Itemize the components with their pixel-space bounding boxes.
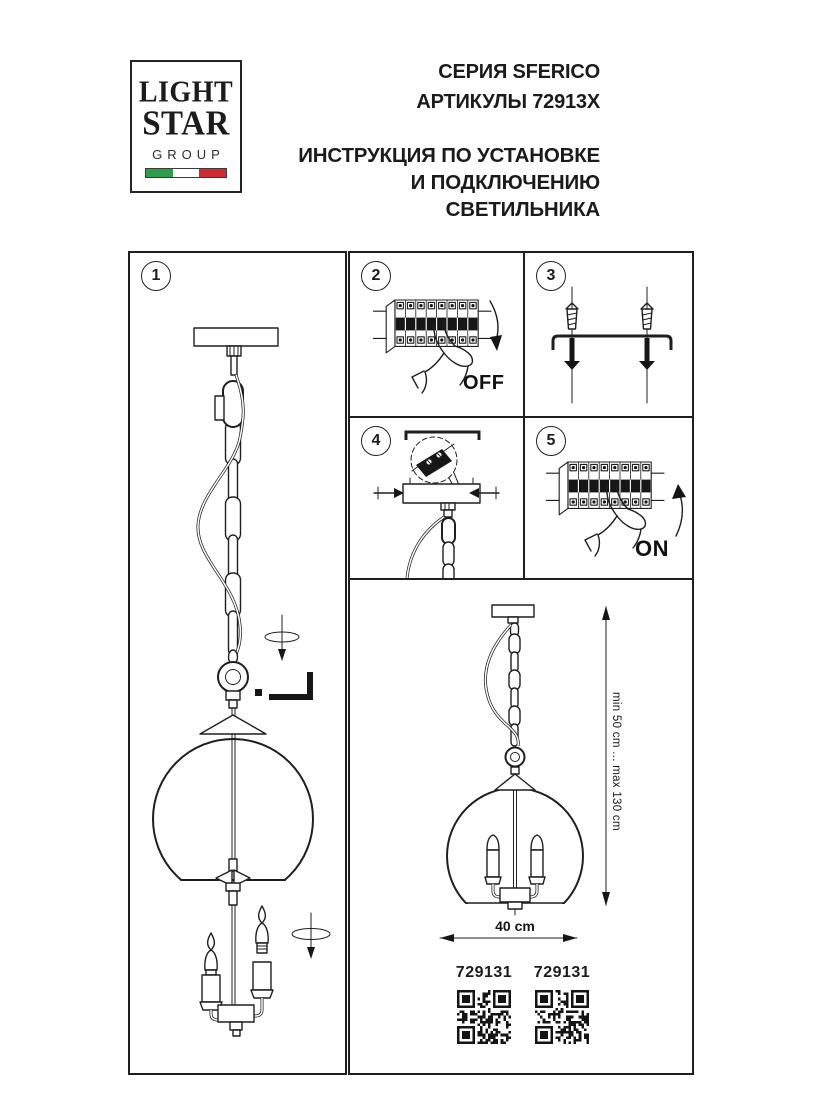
- step-number-badge: 4: [361, 426, 391, 456]
- logo-group-text: GROUP: [152, 147, 225, 162]
- step-number-badge: 5: [536, 426, 566, 456]
- qr-code: [457, 990, 511, 1044]
- logo-light-text: LIGHT: [138, 75, 234, 110]
- series-title: СЕРИЯ SFERICO: [438, 61, 600, 83]
- width-dimension-label: 40 cm: [495, 918, 535, 934]
- step-number-badge: 3: [536, 261, 566, 291]
- logo-star-text: STAR: [142, 105, 230, 143]
- article-number-label: 729131: [533, 964, 591, 981]
- step-2-panel: [348, 251, 525, 418]
- step-number-badge: 2: [361, 261, 391, 291]
- off-label: OFF: [463, 372, 505, 394]
- pendant-assembly-drawing: [130, 253, 345, 1073]
- document-title: [290, 57, 600, 223]
- lightstar-logo: [130, 60, 242, 193]
- step-1-panel: [128, 251, 347, 1075]
- instruction-title-line1: ИНСТРУКЦИЯ ПО УСТАНОВКЕ: [298, 144, 600, 167]
- articles-title: АРТИКУЛЫ 72913X: [416, 91, 600, 113]
- dimensions-panel: [348, 578, 694, 1075]
- qr-code: [535, 990, 589, 1044]
- step-4-panel: [348, 416, 525, 580]
- instruction-title-line2: И ПОДКЛЮЧЕНИЮ СВЕТИЛЬНИКА: [410, 171, 600, 221]
- step-number-badge: 1: [141, 261, 171, 291]
- step-5-panel: [523, 416, 694, 580]
- step-3-panel: [523, 251, 694, 418]
- article-number-label: 729131: [455, 964, 513, 981]
- height-dimension-label: min 50 cm ... max 130 cm: [610, 692, 622, 831]
- on-label: ON: [635, 536, 669, 561]
- assembled-lamp-drawing: [350, 580, 692, 1073]
- italian-flag-icon: [145, 168, 227, 178]
